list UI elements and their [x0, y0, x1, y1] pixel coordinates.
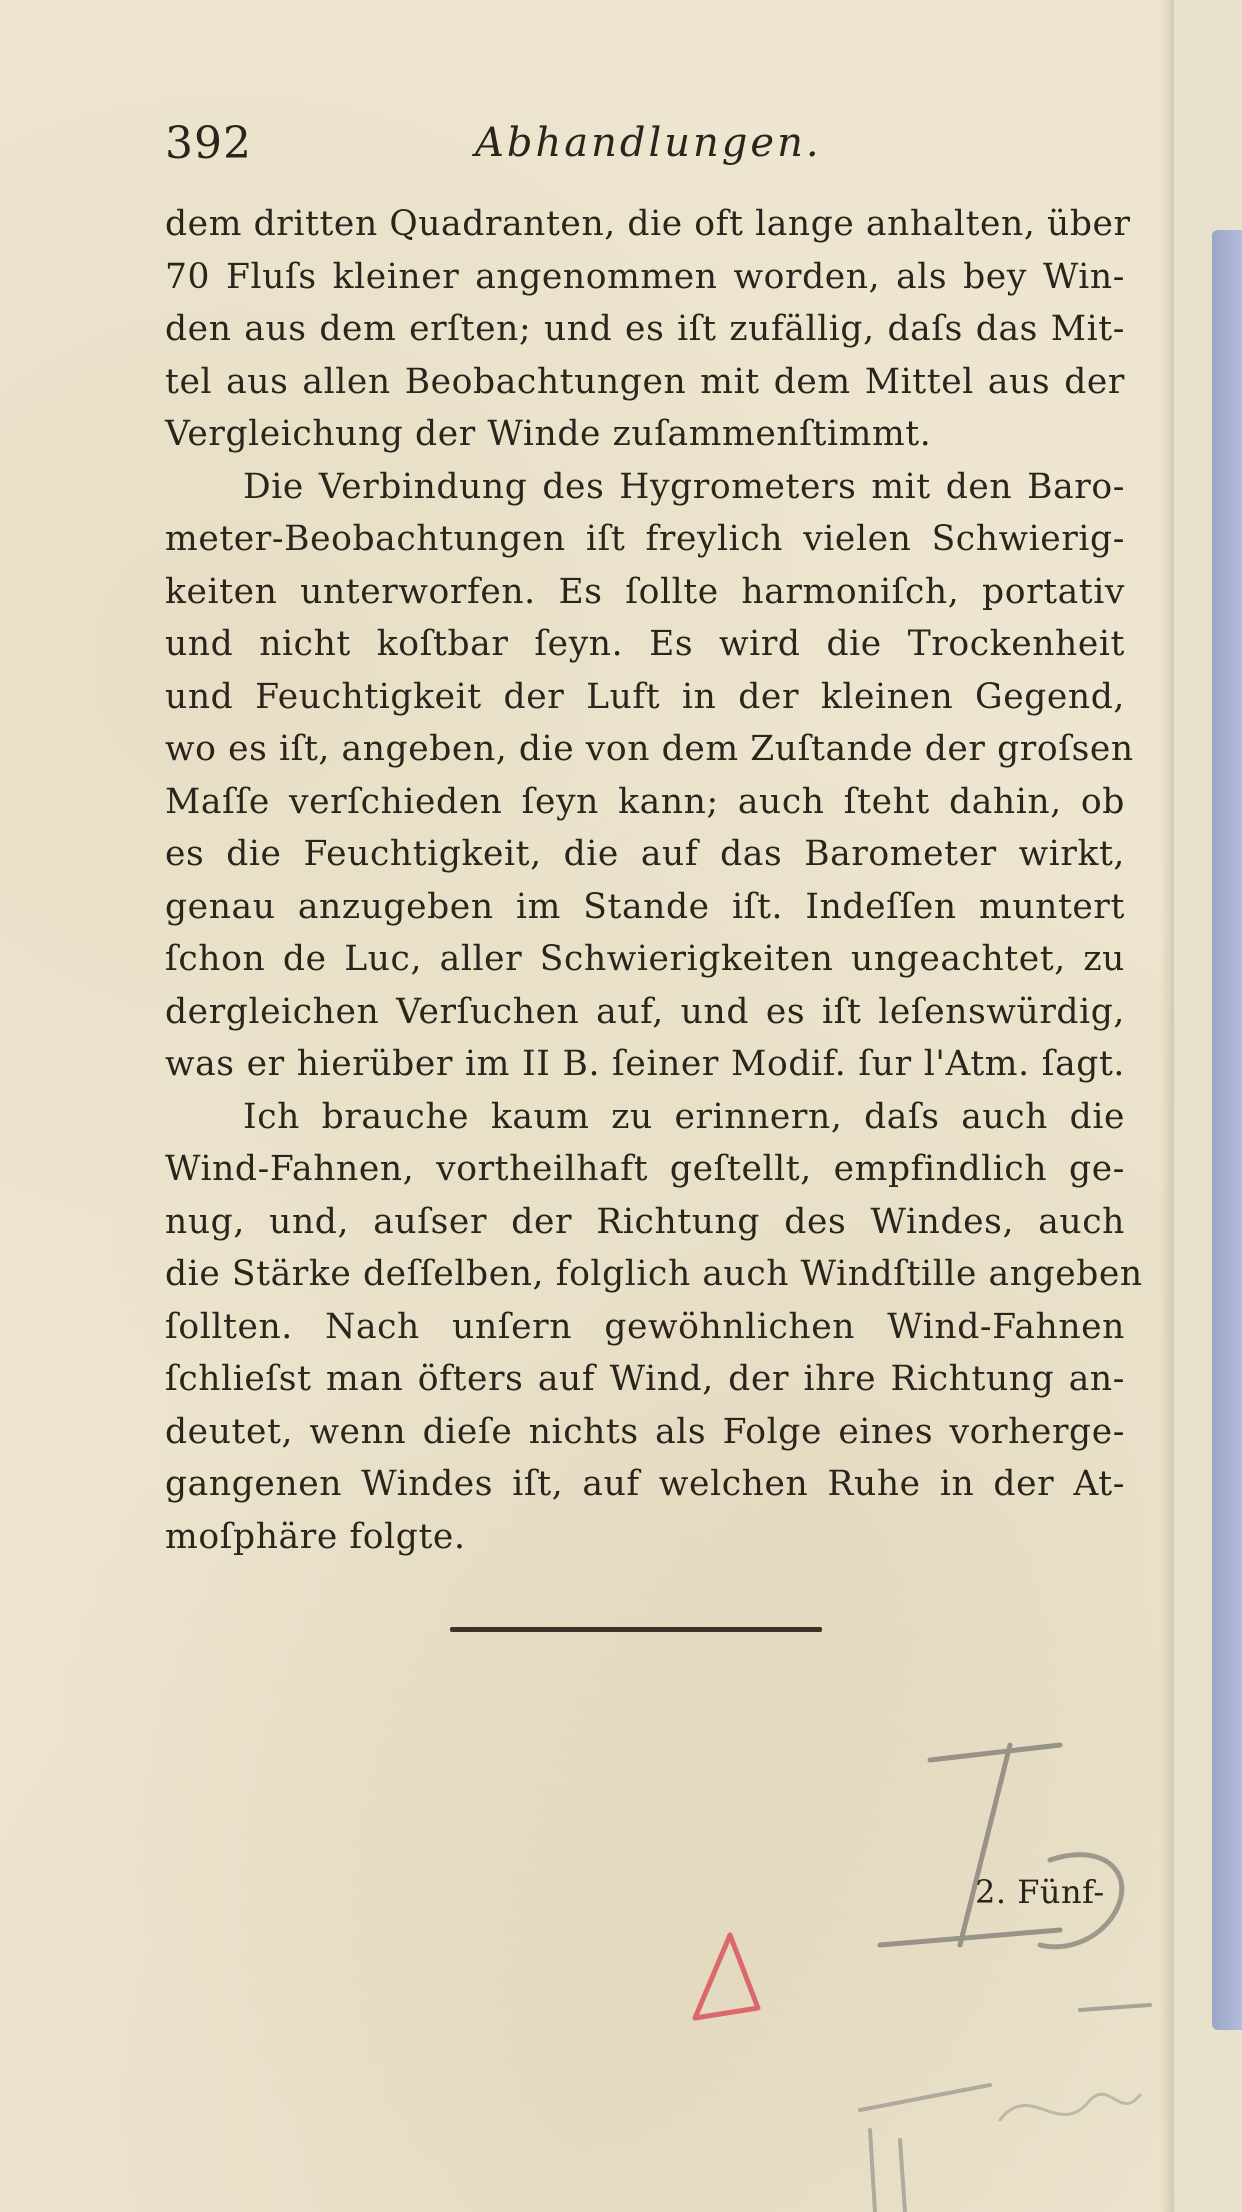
text-line: moſphäre folgte.	[165, 1516, 466, 1557]
text-line: den aus dem erſten; und es iſt zufällig, daſs das Mit-	[165, 309, 1125, 349]
text-line: und Feuchtigkeit der Luft in der kleinen Gegend,	[165, 676, 1125, 717]
text-line: die Stärke deſſelben, folglich auch Windſtille angeben	[165, 1254, 1143, 1294]
text-line: deutet, wenn dieſe nichts als Folge eines vorherge-	[165, 1411, 1125, 1452]
text-line: dergleichen Verſuchen auf, und es iſt leſenswürdig,	[165, 991, 1125, 1032]
text-line: dem dritten Quadranten, die oft lange anhalten, über	[165, 204, 1131, 244]
text-line: Maſſe verſchieden ſeyn kann; auch ſteht dahin, ob	[165, 781, 1125, 822]
text-line: ſchlieſst man öfters auf Wind, der ihre Richtung an-	[165, 1359, 1125, 1399]
text-line: Ich brauche kaum zu erinnern, daſs auch die	[243, 1096, 1125, 1137]
text-line: und nicht koſtbar ſeyn. Es wird die Trockenheit	[165, 624, 1125, 664]
section-rule	[450, 1627, 822, 1632]
body-text	[165, 198, 1143, 1563]
page-header	[165, 118, 1120, 178]
text-line: ſchon de Luc, aller Schwierigkeiten ungeachtet, zu	[165, 939, 1125, 979]
text-line: es die Feuchtigkeit, die auf das Barometer wirkt,	[165, 834, 1125, 874]
text-line: Wind-Fahnen, vortheilhaft geſtellt, empfindlich ge-	[165, 1149, 1125, 1189]
text-line: tel aus allen Beobachtungen mit dem Mittel aus der	[165, 361, 1125, 402]
torn-edge-shadow	[1160, 0, 1174, 2212]
text-line: nug, und, auſser der Richtung des Windes, auch	[165, 1201, 1125, 1242]
text-line: Vergleichung der Winde zuſammenſtimmt.	[165, 414, 932, 454]
text-line: genau anzugeben im Stande iſt. Indeſſen muntert	[165, 886, 1125, 927]
text-line: ſollten. Nach unſern gewöhnlichen Wind-Fahnen	[165, 1306, 1125, 1347]
text-line: 70 Fluſs kleiner angenommen worden, als bey Win-	[165, 256, 1125, 297]
running-title: Abhandlungen.	[475, 120, 822, 166]
page-number: 392	[165, 118, 252, 169]
text-line: keiten unterworfen. Es ſollte harmoniſch, portativ	[165, 571, 1125, 612]
catchword: 2. Fünf-	[975, 1873, 1105, 1911]
text-line: wo es iſt, angeben, die von dem Zuſtande der groſsen	[165, 729, 1134, 769]
text-line: gangenen Windes iſt, auf welchen Ruhe in der At-	[165, 1464, 1125, 1504]
blue-backing-strip	[1212, 230, 1242, 2030]
text-line: meter-Beobachtungen iſt freylich vielen Schwierig-	[165, 519, 1125, 559]
text-line: Die Verbindung des Hygrometers mit den Baro-	[243, 466, 1125, 507]
text-line: was er hierüber im II B. ſeiner Modif. ſur l'Atm. ſagt.	[165, 1044, 1125, 1084]
